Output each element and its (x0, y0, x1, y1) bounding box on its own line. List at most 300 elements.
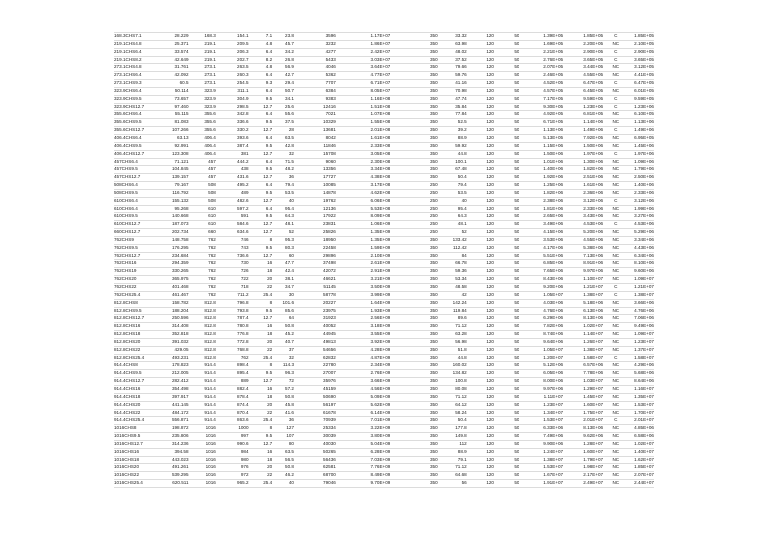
table-cell: 914.4 (204, 393, 216, 399)
table-cell: 28.229 (174, 33, 189, 38)
table-cell: 25334 (323, 425, 336, 431)
table-cell: 1.15E+06 (543, 142, 564, 148)
table-cell: 50 (514, 213, 520, 219)
table-cell: 1.50E+06 (583, 142, 604, 148)
table-cell: 12.7 (263, 378, 273, 384)
table-cell: 461.467 (171, 291, 189, 297)
table-cell: 762 (208, 276, 216, 282)
table-cell: 406.4CHS6.4 (114, 134, 142, 140)
table-cell: 350 (429, 33, 438, 38)
table-cell: 37 (288, 346, 294, 352)
table-cell: 9.5 (265, 95, 273, 101)
table-cell: 1.13E+06 (543, 127, 564, 133)
table-cell: 3.21E+09 (370, 276, 391, 282)
table-row (114, 315, 654, 323)
table-cell: 3.43E+06 (583, 213, 604, 219)
table-cell: 60 (288, 252, 294, 258)
table-cell: 350 (429, 276, 438, 282)
table-cell: 5.51E+06 (543, 252, 564, 258)
table-cell: 36 (288, 174, 294, 180)
table-cell: NC (612, 433, 620, 439)
table-cell: 457CHS9.5 (114, 166, 138, 172)
table-cell: 812.8 (204, 299, 216, 305)
table-cell: 1.23E+06 (634, 103, 654, 109)
table-cell: 350 (429, 480, 438, 486)
table-cell: NC (612, 315, 620, 321)
table-cell: 1.21E+07 (634, 284, 654, 289)
table-cell: 2.91E+09 (370, 268, 391, 274)
table-cell: 53.5 (457, 189, 467, 195)
table-cell: 120 (486, 56, 494, 62)
table-cell: 350 (429, 236, 438, 242)
table-cell: 1.61E+06 (583, 182, 604, 188)
table-cell: 457CHS12.7 (114, 174, 141, 180)
table-cell: 148.758 (171, 236, 189, 242)
table-cell: 610CHS12.7 (114, 221, 141, 227)
table-cell: 2.10E+05 (634, 40, 654, 46)
table-cell: 4046 (325, 64, 336, 70)
table-cell: 50 (514, 142, 520, 148)
table-cell: 1.40E+06 (543, 166, 564, 172)
table-cell: 2.01E+07 (634, 417, 654, 423)
table-row (114, 237, 654, 245)
table-cell: 4277 (325, 48, 336, 54)
table-cell: 120 (486, 150, 494, 156)
table-row (114, 151, 654, 159)
table-cell: 350 (429, 362, 438, 368)
table-cell: 62581 (323, 464, 336, 470)
table-row (114, 57, 654, 65)
table-cell: 350 (429, 315, 438, 321)
table-cell: 64.68 (455, 472, 467, 478)
table-cell: 52 (461, 229, 467, 235)
table-cell: 139.157 (171, 174, 189, 180)
table-cell: 48.1 (457, 221, 467, 227)
table-cell: 120 (486, 268, 494, 274)
table-cell: 4.85E+06 (634, 425, 654, 431)
table-cell: 120 (486, 158, 494, 164)
table-cell: 6.33E+06 (543, 425, 564, 431)
table-cell: NC (612, 440, 620, 446)
table-cell: 9.5 (265, 213, 273, 219)
table-cell: 812.8 (204, 338, 216, 344)
table-cell: 1.11E+07 (543, 393, 564, 399)
table-cell: 1.59E+09 (370, 244, 391, 250)
table-cell: 6.4 (265, 158, 273, 164)
table-cell: 972 (240, 472, 249, 478)
table-cell: 597.2 (237, 205, 249, 211)
table-cell: 350 (429, 464, 438, 470)
table-cell: 9.5 (265, 244, 273, 250)
table-cell: 47.7 (285, 260, 294, 266)
table-cell: 120 (486, 409, 494, 415)
table-cell: 401.468 (171, 284, 189, 289)
table-cell: 9.20E+06 (543, 284, 564, 289)
table-cell: 6.45E+05 (583, 87, 604, 93)
table-cell: 1.99E+06 (634, 205, 654, 211)
table-cell: 18 (267, 331, 273, 337)
table-cell: NC (612, 87, 620, 93)
table-cell: C (614, 48, 618, 54)
table-cell: 273.1CHS4.8 (114, 64, 142, 70)
table-cell: 2.42E+07 (370, 48, 391, 54)
table-cell: 3.66E+06 (634, 299, 654, 305)
table-cell: 718 (240, 284, 249, 289)
table-cell: 42.4 (285, 268, 294, 274)
table-cell: 32 (288, 354, 294, 360)
table-cell: 96.3 (285, 370, 294, 376)
table-cell: NC (612, 119, 620, 125)
table-row (114, 394, 654, 402)
table-cell: 50 (514, 33, 520, 38)
table-cell: 3.49E+06 (543, 221, 564, 227)
table-cell: 381 (240, 150, 249, 156)
table-cell: 1016 (205, 480, 216, 486)
table-row (114, 300, 654, 308)
table-cell: 350 (429, 456, 438, 462)
table-cell: C (614, 80, 618, 86)
table-cell: 48.58 (455, 284, 467, 289)
table-cell: 4.8 (265, 64, 273, 70)
table-cell: NC (612, 252, 620, 258)
table-cell: 51145 (323, 284, 336, 289)
table-cell: 120 (486, 346, 494, 352)
table-cell: 457 (208, 166, 216, 172)
table-cell: 12.7 (263, 103, 273, 109)
table-cell: 120 (486, 221, 494, 227)
table-cell: 85.6 (285, 307, 294, 313)
table-cell: 914.4CHS20 (114, 401, 141, 407)
table-cell: 134.82 (452, 370, 467, 376)
table-row (114, 441, 654, 449)
table-cell: 1.38E+07 (583, 346, 604, 352)
table-cell: 1016CHS9.5 (114, 433, 141, 439)
table-cell: 71.5 (285, 158, 294, 164)
table-cell: NC (612, 182, 620, 188)
table-cell: 80.08 (455, 385, 467, 391)
table-cell: NC (612, 260, 620, 266)
table-cell: 8.13E+06 (583, 315, 604, 321)
table-cell: NC (612, 464, 620, 470)
table-cell: 6.10E+05 (634, 111, 654, 117)
table-cell: 50 (514, 244, 520, 250)
data-table (114, 32, 654, 488)
table-cell: 3232 (325, 40, 336, 46)
table-cell: 56436 (323, 456, 336, 462)
table-cell: 2.10E+09 (370, 252, 391, 258)
table-cell: 42.649 (174, 56, 189, 62)
table-cell: 2.33E+08 (370, 142, 391, 148)
table-cell: 55.115 (174, 111, 189, 117)
table-cell: 3.53E+06 (543, 236, 564, 242)
table-cell: 4.77E+07 (370, 72, 391, 78)
table-cell: 1.21E+07 (583, 284, 604, 289)
table-cell: 33.574 (174, 48, 189, 54)
table-cell: 350 (429, 370, 438, 376)
table-cell: 1.02E+07 (583, 323, 604, 329)
table-cell: NC (612, 229, 620, 235)
table-cell: 7.82E+06 (543, 323, 564, 329)
table-cell: 1.09E+06 (634, 158, 654, 164)
table-cell: 32 (288, 150, 294, 156)
table-cell: 7.49E+06 (543, 433, 564, 439)
table-cell: C (614, 354, 618, 360)
table-cell: 44.8 (457, 354, 467, 360)
table-cell: NC (612, 346, 620, 352)
table-cell: 120 (486, 174, 494, 180)
table-cell: 50 (514, 362, 520, 368)
table-cell: 350 (429, 299, 438, 305)
table-cell: 1.98E+07 (583, 464, 604, 470)
table-cell: 3.05E+08 (370, 150, 391, 156)
table-row (114, 308, 654, 316)
table-row (114, 331, 654, 339)
table-cell: 53.34 (455, 276, 467, 282)
table-cell: 36 (288, 417, 294, 423)
table-cell: 8.00E+06 (543, 378, 564, 384)
table-cell: 1.70E+07 (634, 409, 654, 415)
table-cell: 1.09E+07 (634, 331, 654, 337)
table-cell: 812.8CHS8 (114, 299, 138, 305)
table-cell: 350 (429, 401, 438, 407)
table-cell: 63.5 (285, 134, 294, 140)
table-cell: NC (612, 393, 620, 399)
table-cell: 762 (208, 252, 216, 258)
table-cell: 50 (514, 64, 520, 70)
table-cell: 350 (429, 40, 438, 46)
table-cell: 1.97E+06 (634, 150, 654, 156)
table-cell: 120 (486, 189, 494, 195)
table-cell: 53.5 (285, 189, 294, 195)
table-cell: 1.60E+07 (583, 401, 604, 407)
table-cell: C (614, 417, 618, 423)
table-cell: 120 (486, 323, 494, 329)
table-row (114, 457, 654, 465)
table-cell: 898.4 (237, 362, 249, 368)
table-cell: 50 (514, 236, 520, 242)
table-cell: 234.684 (171, 252, 189, 258)
table-cell: 16 (267, 323, 273, 329)
table-cell: 120 (486, 464, 494, 470)
table-cell: 591 (240, 213, 249, 219)
table-cell: 355.6 (204, 127, 216, 133)
table-cell: 3.12E+06 (583, 197, 604, 203)
table-cell: 796.8 (237, 299, 249, 305)
table-cell: 2.56E+09 (370, 315, 391, 321)
table-cell: 50 (514, 284, 520, 289)
table-cell: 97.460 (174, 103, 189, 109)
table-cell: 62832 (323, 354, 336, 360)
table-cell: 18 (267, 393, 273, 399)
table-cell: 250 (429, 189, 438, 195)
table-cell: 5.12E+06 (543, 362, 564, 368)
table-cell: 56 (461, 480, 467, 486)
table-cell: 3.22E+09 (370, 425, 391, 431)
table-cell: 7.01E+09 (370, 417, 391, 423)
table-cell: 71.12 (455, 464, 467, 470)
table-row (114, 402, 654, 410)
table-cell: 5.18E+06 (583, 299, 604, 305)
table-cell: 50.4 (457, 417, 467, 423)
table-cell: 1.49E+06 (634, 127, 654, 133)
table-cell: 1.75E+07 (583, 409, 604, 415)
table-cell: 350 (429, 244, 438, 250)
table-cell: 3.55E+09 (370, 331, 391, 337)
table-cell: 1.62E+07 (634, 456, 654, 462)
table-cell: 46.2 (285, 472, 294, 478)
table-row (114, 32, 654, 41)
table-cell: 6.14E+09 (370, 409, 391, 415)
table-cell: 120 (486, 307, 494, 313)
table-cell: 1.39E+05 (543, 33, 564, 38)
table-cell: 10085 (323, 182, 336, 188)
table-cell: 397.917 (171, 393, 189, 399)
table-cell: 120 (486, 87, 494, 93)
table-cell: 9.3 (265, 80, 273, 86)
table-row (114, 206, 654, 214)
table-cell: 365.975 (171, 276, 189, 282)
table-cell: 8.05E+07 (370, 87, 391, 93)
table-cell: 47.74 (455, 95, 467, 101)
table-cell: 9.30E+05 (543, 103, 564, 109)
table-cell: 762 (208, 268, 216, 274)
table-cell: 1.02E+07 (634, 440, 654, 446)
table-cell: 976 (240, 464, 249, 470)
table-cell: 914.4CHS8 (114, 362, 138, 368)
table-cell: 120 (486, 197, 494, 203)
table-cell: 5.62E+09 (370, 401, 391, 407)
table-cell: NC (612, 448, 620, 454)
table-cell: 50 (514, 331, 520, 337)
table-cell: NC (612, 236, 620, 242)
table-cell: 812.8CHS9.5 (114, 307, 142, 313)
table-cell: 120 (486, 213, 494, 219)
table-cell: 878.4 (237, 393, 249, 399)
table-cell: 722 (240, 276, 249, 282)
table-cell: 107.266 (171, 127, 189, 133)
table-cell: 4.43E+06 (634, 244, 654, 250)
table-cell: 50 (514, 229, 520, 235)
table-row (114, 166, 654, 174)
table-row (114, 464, 654, 472)
table-cell: 387.4 (237, 142, 249, 148)
table-cell: 812.8 (204, 323, 216, 329)
table-cell: 610 (208, 221, 216, 227)
table-cell: 56.5 (285, 456, 294, 462)
table-cell: NC (612, 142, 620, 148)
table-cell: 4.52E+05 (543, 80, 564, 86)
table-cell: 25.4 (263, 480, 273, 486)
table-cell: 1.29E+07 (583, 385, 604, 391)
table-cell: 3.92E+09 (370, 338, 391, 344)
table-cell: 120 (486, 205, 494, 211)
table-cell: 350 (429, 338, 438, 344)
table-cell: 6384 (325, 87, 336, 93)
table-cell: 273.1 (204, 64, 216, 70)
table-cell: C (614, 33, 618, 38)
table-cell: 812.8CHS12.7 (114, 315, 145, 321)
table-cell: 133.42 (452, 236, 467, 242)
table-cell: 352.818 (171, 331, 189, 337)
table-row (114, 159, 654, 167)
table-cell: 50 (514, 440, 520, 446)
table-row (114, 96, 654, 104)
table-cell: 42 (461, 291, 467, 297)
table-cell: 120 (486, 354, 494, 360)
table-cell: 7.92E+05 (583, 134, 604, 140)
table-row (114, 111, 654, 119)
table-cell: 120 (486, 315, 494, 321)
table-row (114, 339, 654, 347)
table-cell: 1.67E+07 (543, 472, 564, 478)
table-cell: 9.70E+09 (370, 480, 391, 486)
table-cell: 61678 (323, 409, 336, 415)
table-cell: 273.1CHS9.3 (114, 80, 142, 86)
table-cell: 8042 (325, 134, 336, 140)
table-cell: 4.55E+05 (583, 72, 604, 78)
table-cell: 31923 (323, 315, 336, 321)
table-cell: 6.81E+05 (583, 111, 604, 117)
table-cell: 1.06E+09 (370, 221, 391, 227)
table-cell: 350 (429, 472, 438, 478)
table-cell: 160.02 (452, 362, 467, 368)
table-cell: 3.50E+09 (370, 284, 391, 289)
table-cell: 23975 (323, 307, 336, 313)
table-cell: 52 (288, 229, 294, 235)
table-cell: 48.2 (285, 166, 294, 172)
table-cell: 140.668 (171, 213, 189, 219)
table-row (114, 88, 654, 96)
table-cell: 1.64E+09 (370, 299, 391, 305)
table-cell: 79.4 (457, 182, 467, 188)
table-cell: 50 (514, 448, 520, 454)
table-cell: 914.4 (204, 409, 216, 415)
table-cell: 2.46E+05 (543, 72, 564, 78)
table-cell: 9.59E+05 (583, 95, 604, 101)
table-cell: 812.8 (204, 354, 216, 360)
table-cell: 250.596 (171, 315, 189, 321)
table-cell: 2.34E+09 (370, 362, 391, 368)
table-cell: 484.172 (171, 409, 189, 415)
table-cell: 235.806 (171, 433, 189, 439)
table-cell: 6.47E+05 (583, 80, 604, 86)
table-cell: 1.61E+08 (370, 134, 391, 140)
table-row (114, 229, 654, 237)
table-cell: 9.90E+06 (543, 440, 564, 446)
table-row (114, 260, 654, 268)
table-cell: 9.64E+06 (543, 338, 564, 344)
table-row (114, 213, 654, 221)
table-cell: 67.48 (455, 166, 467, 172)
table-cell: 22 (267, 472, 273, 478)
table-row (114, 425, 654, 433)
table-cell: 31.761 (174, 64, 189, 70)
table-cell: NC (612, 362, 620, 368)
table-cell: 55.6 (285, 111, 294, 117)
table-cell: 914.4 (204, 417, 216, 423)
table-cell: 58778 (323, 291, 336, 297)
table-cell: 63.98 (455, 40, 467, 46)
table-cell: 56.9 (285, 64, 294, 70)
table-cell: 44945 (323, 331, 336, 337)
table-cell: 52.5 (457, 119, 467, 125)
table-row (114, 410, 654, 418)
table-cell: 1016 (205, 425, 216, 431)
table-cell: 219.1CHS8.2 (114, 56, 142, 62)
table-cell: 2.90E+05 (583, 48, 604, 54)
table-cell: 7.76E+09 (370, 464, 391, 470)
table-cell: 780.8 (237, 323, 249, 329)
